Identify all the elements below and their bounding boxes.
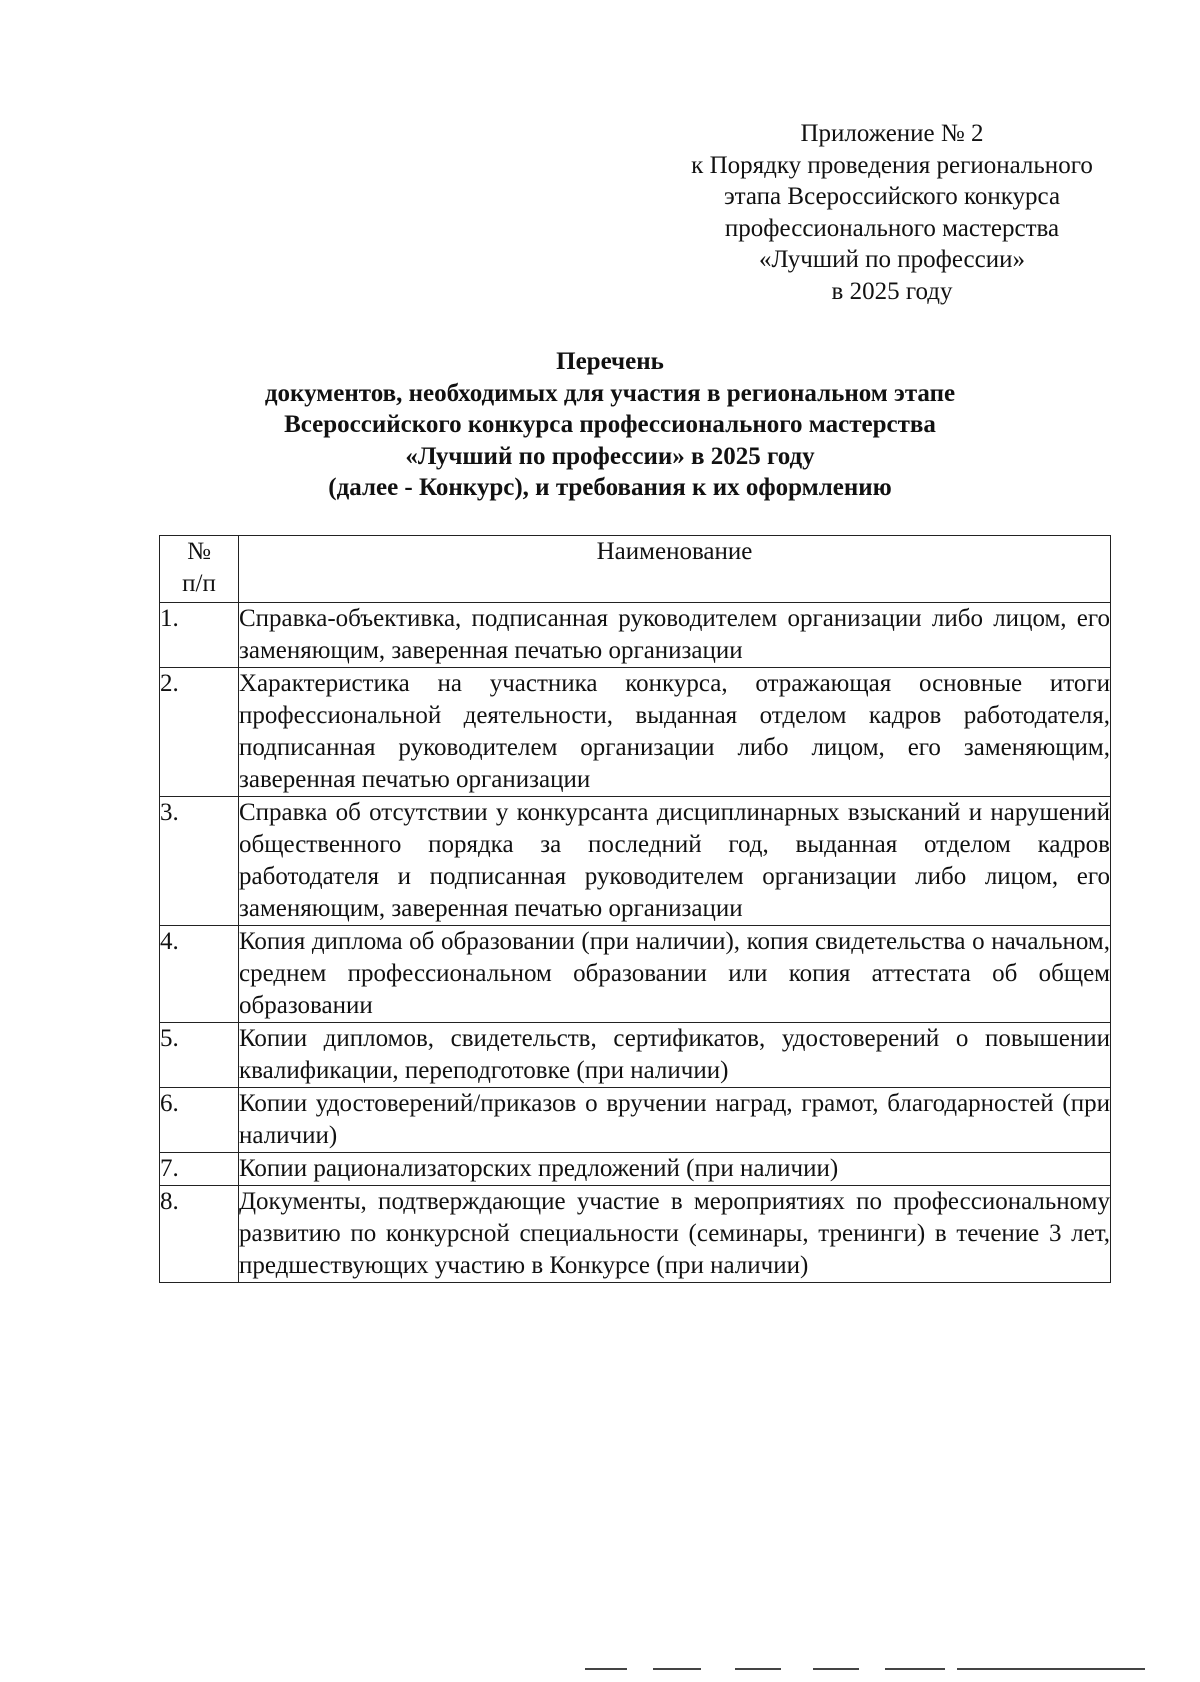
- header-name-cell: Наименование: [239, 536, 1111, 603]
- table-row: [160, 1088, 1111, 1153]
- row-text: Копии рационализаторских предложений (при наличии): [239, 1153, 1111, 1186]
- table-row: [160, 797, 1111, 926]
- annex-line: «Лучший по профессии»: [758, 246, 1026, 273]
- annex-line: к Порядку проведения регионального: [691, 151, 1093, 179]
- row-number: 3.: [160, 797, 239, 926]
- title-line: «Лучший по профессии» в 2025 году: [405, 442, 815, 470]
- table-row: [160, 1153, 1111, 1186]
- table-row: [160, 926, 1111, 1023]
- scan-mark: [585, 1668, 627, 1670]
- row-text: Копии удостоверений/приказов о вручении наград, грамот, благодарностей (при наличии): [239, 1088, 1111, 1153]
- title-line: (далее - Конкурс), и требования к их оформлению: [328, 474, 892, 501]
- title-line: Перечень: [556, 348, 664, 375]
- row-number: 1.: [160, 603, 239, 668]
- document-title: [160, 346, 1060, 504]
- row-text: Копии дипломов, свидетельств, сертификатов, удостоверений о повышении квалификации, переподготовке (при наличии): [239, 1023, 1111, 1088]
- table-row: [160, 603, 1111, 668]
- header-number-sublabel: п/п: [182, 570, 216, 597]
- row-number: 4.: [160, 926, 239, 1023]
- annex-line: Приложение № 2: [800, 120, 984, 147]
- row-number: 2.: [160, 668, 239, 797]
- annex-line: в 2025 году: [831, 277, 953, 305]
- annex-line: этапа Всероссийского конкурса: [723, 183, 1061, 210]
- header-number-label: №: [187, 538, 211, 565]
- title-line: Всероссийского конкурса профессионального мастерства: [284, 411, 936, 438]
- row-text: Справка-объективка, подписанная руководителем организации либо лицом, его заменяющим, заверенная печатью организации: [239, 603, 1111, 668]
- scan-mark: [957, 1668, 1145, 1670]
- row-text: Копия диплома об образовании (при наличии), копия свидетельства о начальном, среднем профессиональном образовании или копия аттестата об общем образовании: [239, 926, 1111, 1023]
- table-row: [160, 668, 1111, 797]
- annex-header: [652, 118, 1132, 307]
- row-text: Характеристика на участника конкурса, отражающая основные итоги профессиональной деятельности, выданная отделом кадров работодателя, подписанная руководителем организации либо лицом, его заменяющим, заверенная печатью организации: [239, 668, 1111, 797]
- table-row: [160, 1023, 1111, 1088]
- table-header-row: [160, 536, 1111, 603]
- title-line: документов, необходимых для участия в региональном этапе: [264, 379, 956, 407]
- table-row: [160, 1186, 1111, 1283]
- scan-mark: [653, 1668, 701, 1670]
- header-number-cell: [160, 536, 239, 603]
- row-text: Документы, подтверждающие участие в мероприятиях по профессиональному развитию по конкурсной специальности (семинары, тренинги) в течение 3 лет, предшествующих участию в Конкурсе (при наличии): [239, 1186, 1111, 1283]
- scan-mark: [735, 1668, 781, 1670]
- scan-mark: [885, 1668, 945, 1670]
- scan-edge-marks: [585, 1668, 1145, 1671]
- row-text: Справка об отсутствии у конкурсанта дисциплинарных взысканий и нарушений общественного порядка за последний год, выданная отделом кадров работодателя и подписанная руководителем организации либо лицом, его заменяющим, заверенная печатью организации: [239, 797, 1111, 926]
- row-number: 5.: [160, 1023, 239, 1088]
- row-number: 8.: [160, 1186, 239, 1283]
- annex-line: профессионального мастерства: [724, 214, 1060, 242]
- row-number: 6.: [160, 1088, 239, 1153]
- row-number: 7.: [160, 1153, 239, 1186]
- scan-mark: [813, 1668, 859, 1670]
- documents-table: [159, 535, 1111, 1283]
